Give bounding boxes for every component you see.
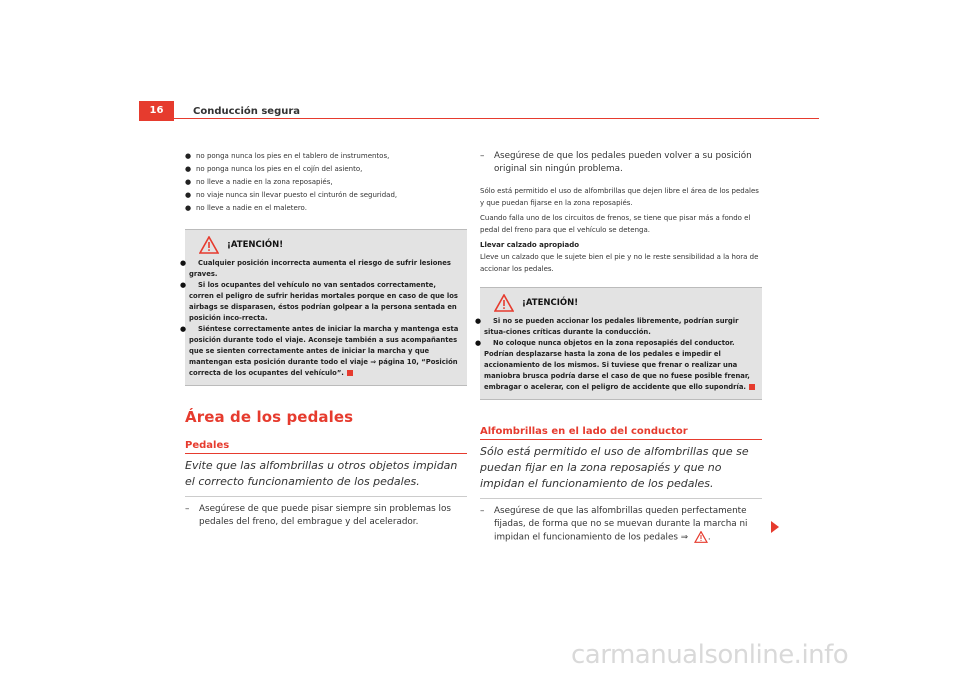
paragraph: Cuando falla uno de los circuitos de frenos, se tiene que pisar más a fondo el pedal del freno para que el vehículo se detenga.: [480, 214, 751, 234]
warning-box: [480, 287, 762, 400]
list-item: ● no viaje nunca sin llevar puesto el cinturón de seguridad,: [185, 189, 467, 202]
warning-item: [484, 338, 758, 393]
warning-title: ¡ATENCIÓN!: [522, 298, 579, 308]
subsection-title: Pedales: [185, 440, 467, 454]
end-mark-icon: [749, 384, 755, 390]
warning-triangle-icon: [494, 294, 514, 312]
intro-text: Sólo está permitido el uso de alfombrillas que se puedan fijar en la zona reposapiés y que no impidan el funcionamiento de los pedales.: [480, 444, 762, 499]
page-number: 16: [139, 101, 174, 121]
left-column: [185, 150, 467, 529]
dash-item-text: Asegúrese de que las alfombrillas queden perfectamente fijadas, de forma que no se muevan durante la marcha ni impidan el funcionamiento de los pedales ⇒: [494, 506, 748, 543]
warning-header: [484, 294, 758, 312]
warning-item: ● Cualquier posición incorrecta aumenta el riesgo de sufrir lesiones graves.: [189, 258, 463, 280]
warning-list: [189, 258, 463, 379]
subsection-title: Alfombrillas en el lado del conductor: [480, 426, 762, 440]
warning-item: ● Si los ocupantes del vehículo no van sentados correctamente, corren el peligro de sufrir heridas mortales porque en caso de que los airbags se disparasen, éstos podrían golpear a la persona sentada en posición inco-rrecta.: [189, 280, 463, 324]
warning-title: ¡ATENCIÓN!: [227, 240, 284, 250]
dash-marker: –: [185, 504, 190, 514]
watermark: carmanualsonline.info: [571, 640, 849, 670]
bullet-list: [185, 150, 467, 215]
next-page-arrow-icon[interactable]: [771, 521, 779, 533]
list-item: ● no ponga nunca los pies en el cojín del asiento,: [185, 163, 467, 176]
footwear-title: Llevar calzado apropiado: [480, 241, 580, 249]
paragraph: Sólo está permitido el uso de alfombrillas que dejen libre el área de los pedales y que puedan fijarse en la zona reposapiés.: [480, 187, 759, 207]
period: .: [707, 532, 711, 543]
warning-item-text: No coloque nunca objetos en la zona reposapiés del conductor. Podrían desplazarse hasta la zona de los pedales e impedir el accionamiento de los mismos. Si tuviese que frenar o realizar una maniobra brusca podría darse el caso de que no fuese posible frenar, embragar o acelerar, con el peligro de accidente que ello supondría.: [484, 339, 750, 391]
warning-box: [185, 229, 467, 386]
header-rule: [174, 118, 819, 119]
list-item: ● no ponga nunca los pies en el tablero de instrumentos,: [185, 150, 467, 163]
dash-marker: –: [480, 151, 485, 161]
right-column: [480, 150, 762, 545]
intro-text: Evite que las alfombrillas u otros objetos impidan el correcto funcionamiento de los pedales.: [185, 458, 467, 497]
warning-item: ● Si no se pueden accionar los pedales libremente, podrían surgir situa-ciones críticas durante la conducción.: [484, 316, 758, 338]
dash-marker: –: [480, 506, 485, 516]
dash-item-text: Asegúrese de que puede pisar siempre sin problemas los pedales del freno, del embrague y del acelerador.: [199, 504, 451, 527]
end-mark-icon: [347, 370, 353, 376]
page-header-title: Conducción segura: [193, 106, 301, 117]
warning-header: [189, 236, 463, 254]
dash-item: [480, 505, 762, 545]
list-item: ● no lleve a nadie en la zona reposapiés,: [185, 176, 467, 189]
warning-triangle-icon: [199, 236, 219, 254]
dash-item-text: Asegúrese de que los pedales pueden volver a su posición original sin ningún problema.: [494, 151, 752, 174]
section-title: Área de los pedales: [185, 408, 354, 426]
warning-list: [484, 316, 758, 393]
warning-item-text: Siéntese correctamente antes de iniciar la marcha y mantenga esta posición durante todo el viaje. Aconseje también a sus acompañantes que se sienten correctamente antes de iniciar la marcha y que mantengan esta posición durante todo el viaje ⇒ página 10, “Posición correcta de los ocupantes del vehículo”.: [189, 325, 459, 377]
list-item: ● no lleve a nadie en el maletero.: [185, 202, 467, 215]
dash-item: [185, 503, 467, 529]
warning-triangle-icon[interactable]: [694, 531, 708, 543]
dash-item: [480, 150, 762, 176]
warning-item: [189, 324, 463, 379]
paragraph: Lleve un calzado que le sujete bien el pie y no le reste sensibilidad a la hora de accionar los pedales.: [480, 253, 759, 273]
